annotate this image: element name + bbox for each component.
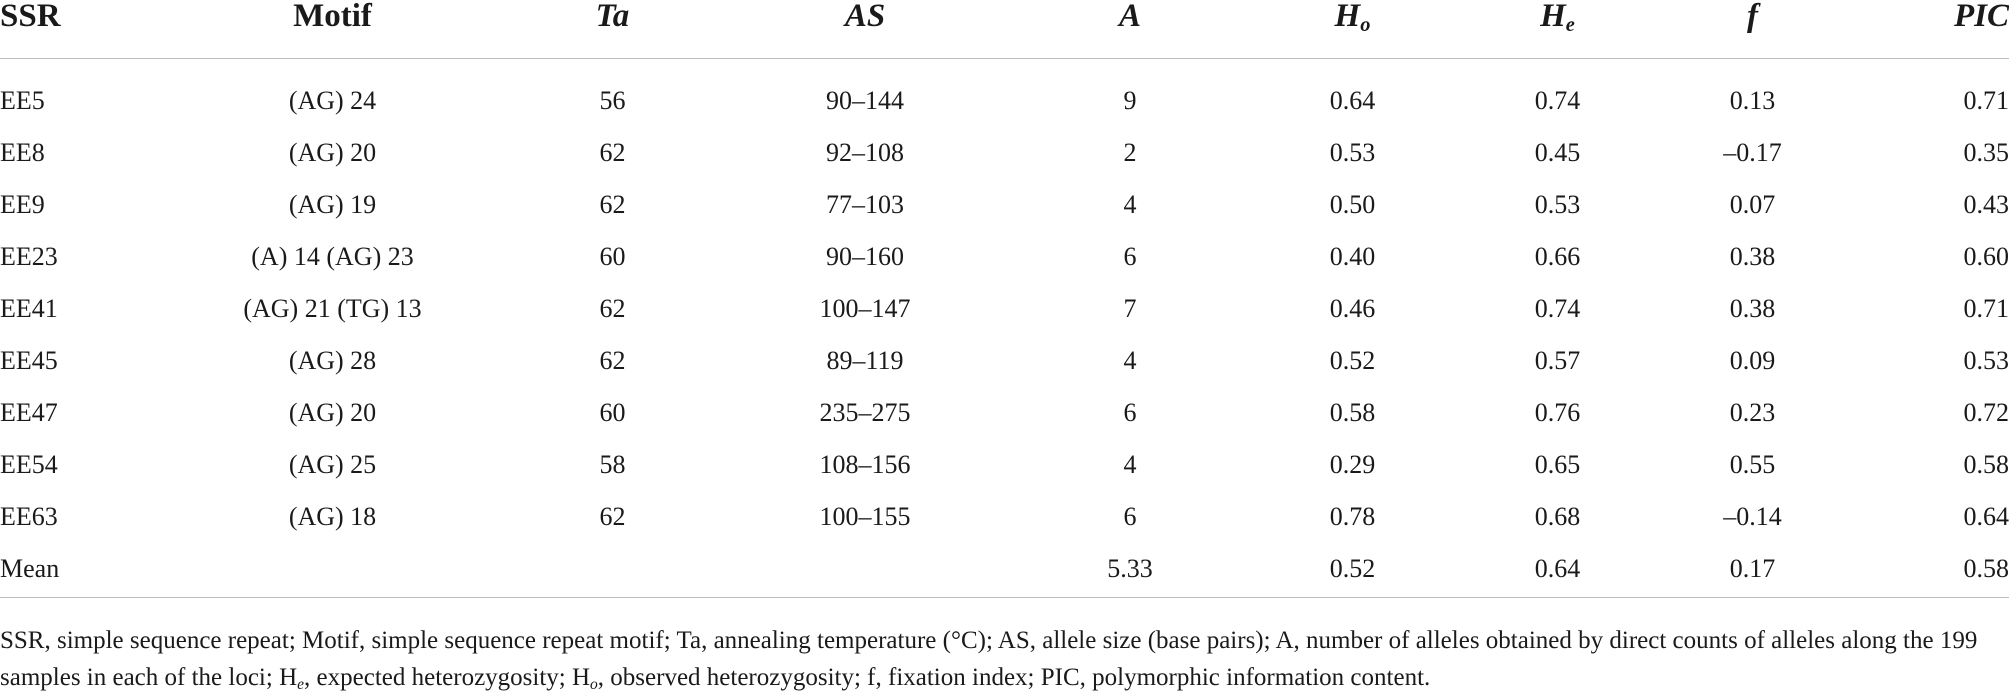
cell-a: 4 xyxy=(1123,346,1137,375)
cell-ho: 0.53 xyxy=(1329,138,1376,167)
cell-a: 9 xyxy=(1123,86,1137,115)
cell-f: 0.38 xyxy=(1729,242,1776,271)
header-as: AS xyxy=(720,0,1010,59)
cell-ho: 0.40 xyxy=(1329,242,1376,271)
cell-motif: (AG) 19 xyxy=(288,190,377,219)
footnote-part1: SSR, simple sequence repeat; Motif, simple sequence repeat motif; Ta, annealing temperature (°C); AS, allele size (base pairs); A, number of alleles obtained by direct counts of alleles along the 199 samples in each of the loci; H xyxy=(0,627,1978,691)
cell-pic: 0.60 xyxy=(1963,242,2009,271)
cell-ssr: EE63 xyxy=(0,502,58,531)
cell-pic: 0.53 xyxy=(1963,346,2009,375)
cell-a: 6 xyxy=(1123,242,1137,271)
cell-pic: 0.64 xyxy=(1963,502,2009,531)
cell-f: –0.17 xyxy=(1723,138,1782,167)
cell-he: 0.74 xyxy=(1534,294,1581,323)
cell-motif: (AG) 25 xyxy=(288,450,377,479)
cell-ta: 60 xyxy=(599,242,626,271)
cell-pic: 0.58 xyxy=(1845,543,2009,598)
cell-he: 0.74 xyxy=(1534,86,1581,115)
cell-a: 5.33 xyxy=(1010,543,1250,598)
table-row xyxy=(0,439,2009,491)
cell-motif: (AG) 18 xyxy=(288,502,377,531)
cell-a: 4 xyxy=(1123,190,1137,219)
cell-ho: 0.64 xyxy=(1329,86,1376,115)
header-he-base: H xyxy=(1540,0,1566,34)
cell-as: 89–119 xyxy=(826,346,904,375)
cell-as: 90–160 xyxy=(826,242,904,271)
cell-motif: (AG) 24 xyxy=(288,86,377,115)
cell-ho: 0.52 xyxy=(1250,543,1455,598)
table-row xyxy=(0,127,2009,179)
cell-as: 100–147 xyxy=(819,294,911,323)
cell-pic: 0.71 xyxy=(1963,294,2009,323)
cell-f: 0.23 xyxy=(1729,398,1776,427)
cell-ssr: EE45 xyxy=(0,346,58,375)
cell-motif: (AG) 21 (TG) 13 xyxy=(243,294,422,323)
cell-pic: 0.58 xyxy=(1963,450,2009,479)
cell-pic: 0.35 xyxy=(1963,138,2009,167)
header-pic: PIC xyxy=(1845,0,2009,59)
footnote-part3: , observed heterozygosity; f, fixation index; PIC, polymorphic information content. xyxy=(597,664,1431,691)
header-f: f xyxy=(1660,0,1845,59)
cell-f: 0.09 xyxy=(1729,346,1776,375)
cell-ta: 62 xyxy=(599,190,626,219)
cell-ta: 62 xyxy=(599,502,626,531)
table-row xyxy=(0,387,2009,439)
cell-ssr: EE41 xyxy=(0,294,58,323)
cell-as: 100–155 xyxy=(819,502,911,531)
cell-as xyxy=(720,543,1010,598)
cell-ta: 58 xyxy=(599,450,626,479)
cell-motif xyxy=(160,543,505,598)
table-row xyxy=(0,491,2009,543)
cell-ta: 62 xyxy=(599,346,626,375)
cell-a: 4 xyxy=(1123,450,1137,479)
cell-f: 0.38 xyxy=(1729,294,1776,323)
table-row xyxy=(0,283,2009,335)
table-row xyxy=(0,543,2009,598)
cell-he: 0.66 xyxy=(1534,242,1581,271)
cell-pic: 0.71 xyxy=(1963,86,2009,115)
cell-ho: 0.78 xyxy=(1329,502,1376,531)
cell-motif: (AG) 20 xyxy=(288,138,377,167)
cell-ho: 0.52 xyxy=(1329,346,1376,375)
cell-f: 0.07 xyxy=(1729,190,1776,219)
cell-a: 7 xyxy=(1123,294,1137,323)
header-ho xyxy=(1250,0,1455,59)
cell-ho: 0.58 xyxy=(1329,398,1376,427)
header-ho-sub: o xyxy=(1360,14,1371,37)
table-row xyxy=(0,231,2009,283)
header-row xyxy=(0,0,2009,59)
cell-f: 0.17 xyxy=(1660,543,1845,598)
cell-he: 0.53 xyxy=(1534,190,1581,219)
cell-f: –0.14 xyxy=(1723,502,1782,531)
table-footnote xyxy=(0,622,2009,696)
cell-he: 0.57 xyxy=(1534,346,1581,375)
cell-a: 2 xyxy=(1123,138,1137,167)
header-a: A xyxy=(1010,0,1250,59)
footnote-ho-sub: o xyxy=(590,675,598,693)
header-he-sub: e xyxy=(1565,14,1575,37)
table-row xyxy=(0,59,2009,128)
footnote-part2: , expected heterozygosity; H xyxy=(304,664,591,691)
header-he xyxy=(1455,0,1660,59)
cell-ho: 0.46 xyxy=(1329,294,1376,323)
cell-ta: 62 xyxy=(599,294,626,323)
cell-ta: 60 xyxy=(599,398,626,427)
cell-pic: 0.43 xyxy=(1963,190,2009,219)
cell-ssr: EE8 xyxy=(0,138,45,167)
cell-f: 0.13 xyxy=(1729,86,1776,115)
cell-ho: 0.50 xyxy=(1329,190,1376,219)
cell-as: 92–108 xyxy=(826,138,904,167)
cell-a: 6 xyxy=(1123,398,1137,427)
cell-ta: 62 xyxy=(599,138,626,167)
header-ssr: SSR xyxy=(0,0,160,59)
header-ho-base: H xyxy=(1334,0,1361,34)
cell-pic: 0.72 xyxy=(1963,398,2009,427)
cell-as: 77–103 xyxy=(826,190,904,219)
cell-ssr: EE23 xyxy=(0,242,58,271)
cell-ta: 56 xyxy=(599,86,626,115)
cell-a: 6 xyxy=(1123,502,1137,531)
cell-ssr: EE47 xyxy=(0,398,58,427)
cell-he: 0.76 xyxy=(1534,398,1581,427)
cell-motif: (AG) 20 xyxy=(288,398,377,427)
cell-motif: (A) 14 (AG) 23 xyxy=(251,242,414,271)
cell-he: 0.64 xyxy=(1455,543,1660,598)
cell-ta xyxy=(505,543,720,598)
table-row xyxy=(0,335,2009,387)
cell-as: 235–275 xyxy=(819,398,911,427)
cell-ssr: EE5 xyxy=(0,86,45,115)
footnote-he-sub: e xyxy=(297,675,305,693)
cell-as: 90–144 xyxy=(826,86,904,115)
cell-he: 0.68 xyxy=(1534,502,1581,531)
cell-f: 0.55 xyxy=(1729,450,1776,479)
cell-as: 108–156 xyxy=(819,450,911,479)
cell-ssr: EE9 xyxy=(0,190,45,219)
cell-he: 0.65 xyxy=(1534,450,1581,479)
cell-ssr: EE54 xyxy=(0,450,58,479)
cell-he: 0.45 xyxy=(1534,138,1581,167)
cell-ssr: Mean xyxy=(0,543,160,598)
cell-ho: 0.29 xyxy=(1329,450,1376,479)
table-row xyxy=(0,179,2009,231)
header-ta: Ta xyxy=(505,0,720,59)
cell-motif: (AG) 28 xyxy=(288,346,377,375)
header-motif: Motif xyxy=(160,0,505,59)
